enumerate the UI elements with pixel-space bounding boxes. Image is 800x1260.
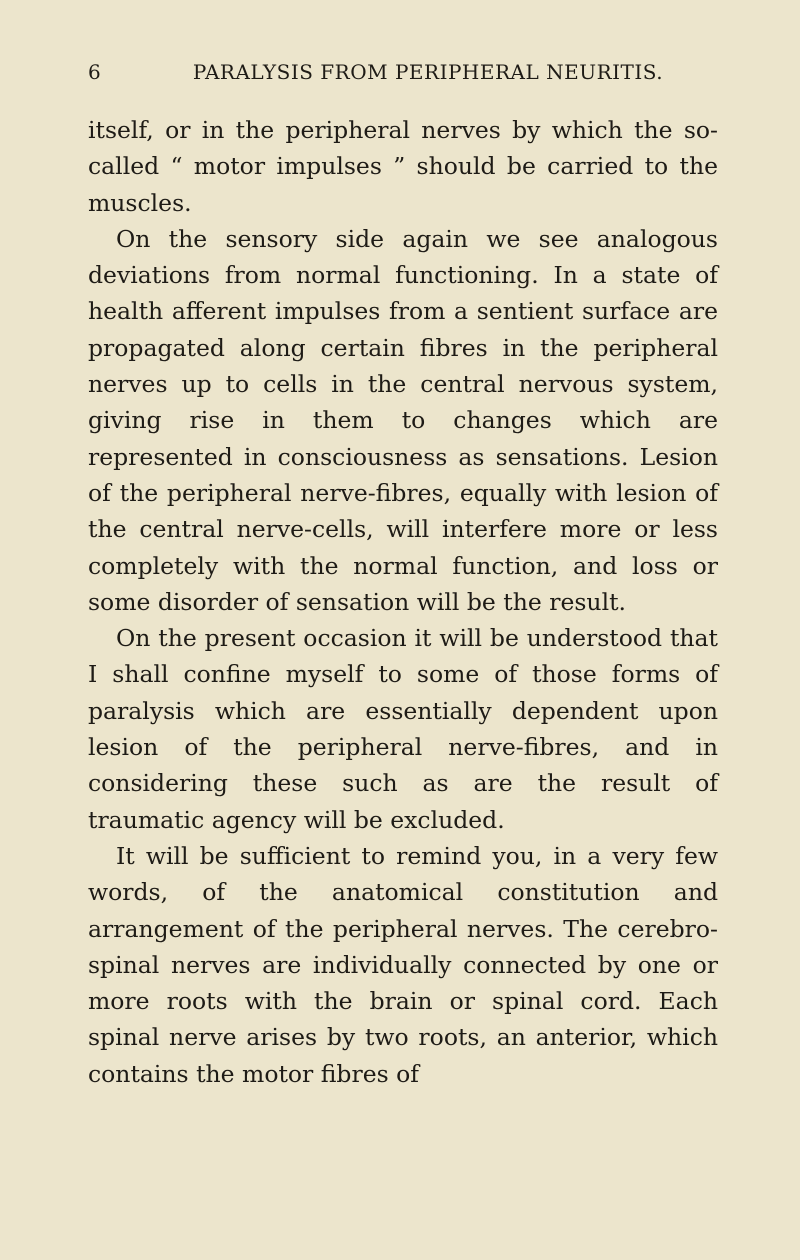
paragraph: On the present occasion it will be understood that I shall confine myself to some of those forms of paralysis which are essentially dependent upon lesion of the peripheral nerve-fibres, and in considering these such as are the result of traumatic agency will be excluded. — [88, 624, 718, 834]
paragraph: On the sensory side again we see analogous deviations from normal functioning. In a state of health afferent impulses from a sentient surface are propagated along certain fibres in the peripheral nerves up to cells in the central nervous system, giving rise in them to changes which are represented in consciousness as sensations. Lesion of the peripheral nerve-fibres, equally with lesion of the central nerve-cells, will interfere more or less completely with the normal function, and loss or some disorder of sensation will be the result. — [88, 224, 718, 616]
running-title: PARALYSIS FROM PERIPHERAL NEURITIS. — [192, 60, 664, 84]
paragraph: It will be sufficient to remind you, in a very few words, of the anatomical constitution and arrangement of the peripheral nerves. The cerebro-spinal nerves are individually connected by one or more roots with the brain or spinal cord. Each spinal nerve arises by two roots, an anterior, which contains the motor fibres of — [88, 841, 718, 1088]
page-header — [88, 60, 738, 90]
body-text — [88, 112, 718, 1092]
paragraph: itself, or in the peripheral nerves by which the so-called “ motor impulses ” should be carried to the muscles. — [88, 116, 718, 217]
page-number: 6 — [88, 60, 102, 84]
